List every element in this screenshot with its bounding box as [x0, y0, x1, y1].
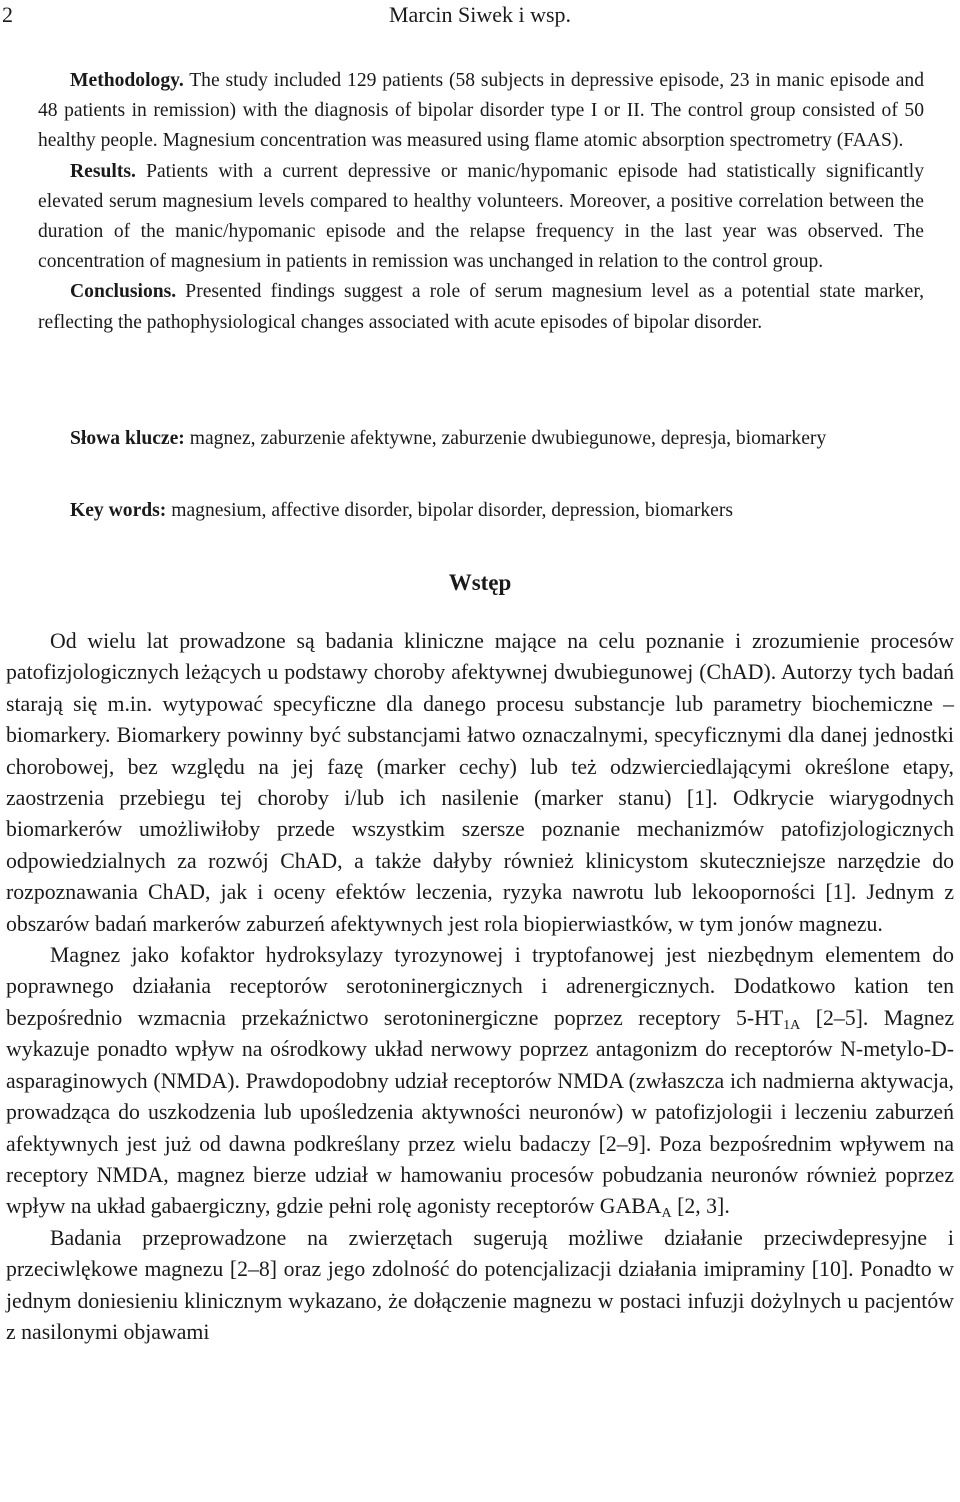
abstract-methodology: [38, 66, 924, 157]
keywords-polish: [38, 424, 924, 454]
body-paragraph-3: Badania przeprowadzone na zwierzętach sugerują możliwe działanie przeciwdepresyjne i przeciwlękowe magnezu [2–8] oraz jego zdolność do potencjalizacji działania imipraminy [10]. Ponadto w jednym doniesieniu klinicznym wykazano, że dołączenie magnezu w postaci infuzji dożylnych u pacjentów z nasilonymi objawami: [6, 1225, 954, 1344]
methodology-text: The study included 129 patients (58 subjects in depressive episode, 23 in manic episode and 48 patients in remission) with the diagnosis of bipolar disorder type I or II. The control group consisted of 50 healthy people. Magnesium concentration was measured using flame atomic absorption spectrometry (FAAS).: [38, 70, 924, 152]
body-paragraph-2: [6, 940, 954, 1223]
body-paragraph-1: Od wielu lat prowadzone są badania kliniczne mające na celu poznanie i zrozumienie procesów patofizjologicznych leżących u podstawy choroby afektywnej dwubiegunowej (ChAD). Autorzy tych badań starają się m.in. wytypować specyficzne dla danego procesu substancje lub parametry biochemiczne – biomarkery. Biomarkery powinny być substancjami łatwo oznaczalnymi, specyficznymi dla danej jednostki chorobowej, bez względu na jej fazę (marker cechy) lub też odzwierciedlającymi określone etapy, zaostrzenia przebiegu tej choroby i/lub ich nasilenie (marker stanu) [1]. Odkrycie wiarygodnych biomarkerów umożliwiłoby przede wszystkim szersze poznanie mechanizmów patofizjologicznych odpowiedzialnych za rozwój ChAD, a także dałyby również klinicystom skuteczniejsze narzędzie do rozpoznawania ChAD, jak i oceny efektów leczenia, ryzyka nawrotu lub lekooporności [1]. Jednym z obszarów badań markerów zaburzeń afektywnych jest rola biopierwiastków, w tym jonów magnezu.: [6, 629, 954, 936]
abstract-conclusions: [38, 277, 924, 337]
p2-part-c: [2, 3].: [671, 1194, 730, 1219]
keywords-pl-label: Słowa klucze:: [70, 428, 185, 449]
body-text: [6, 626, 954, 1348]
keywords-en-text: magnesium, affective disorder, bipolar disorder, depression, biomarkers: [166, 500, 733, 521]
results-label: Results.: [70, 160, 136, 182]
running-head: Marcin Siwek i wsp.: [388, 2, 572, 27]
p2-part-b: [2–5]. Magnez wykazuje ponadto wpływ na ośrodkowy układ nerwowy poprzez antagonizm do receptorów N-metylo-D-asparaginowych (NMDA). Prawdopodobny udział receptorów NMDA (zwłaszcza ich nadmierna aktywacja, prowadząca do uszkodzenia lub upośledzenia aktywności neuronów) w patofizjologii i leczeniu zaburzeń afektywnych jest już od dawna podkreślany przez wielu badaczy [2–9]. Poza bezpośrednim wpływem na receptory NMDA, magnez bierze udział w hamowaniu procesów pobudzania neuronów również poprzez wpływ na układ gabaergiczny, gdzie pełni rolę agonisty receptorów GABA: [6, 1005, 954, 1219]
abstract-results: [38, 157, 924, 278]
conclusions-label: Conclusions.: [70, 281, 177, 303]
results-text: Patients with a current depressive or manic/hypomanic episode had statistically significantly elevated serum magnesium levels compared to healthy volunteers. Moreover, a positive correlation between the duration of the manic/hypomanic episode and the relapse frequency in the last year was observed. The concentration of magnesium in patients in remission was unchanged in relation to the control group.: [38, 160, 924, 273]
keywords-en-label: Key words:: [70, 500, 167, 521]
p2-subscript-1a: 1A: [783, 1017, 801, 1033]
section-title: Wstęp: [448, 570, 512, 595]
conclusions-text: Presented findings suggest a role of serum magnesium level as a potential state marker, reflecting the pathophysiological changes associated with acute episodes of bipolar disorder.: [38, 281, 924, 333]
abstract: [38, 66, 924, 338]
keywords-english: [38, 496, 924, 526]
p2-part-a: Magnez jako kofaktor hydroksylazy tyrozynowej i tryptofanowej jest niezbędnym elementem do poprawnego działania receptorów serotoninergicznych i adrenergicznych. Dodatkowo kation ten bezpośrednio wzmacnia przekaźnictwo serotoninergiczne poprzez receptory 5-HT: [6, 943, 954, 1030]
keywords-pl-text: magnez, zaburzenie afektywne, zaburzenie dwubiegunowe, depresja, biomarkery: [184, 428, 827, 449]
p2-subscript-a: A: [661, 1206, 672, 1222]
methodology-label: Methodology.: [70, 70, 184, 91]
page-number: 2: [2, 2, 13, 27]
